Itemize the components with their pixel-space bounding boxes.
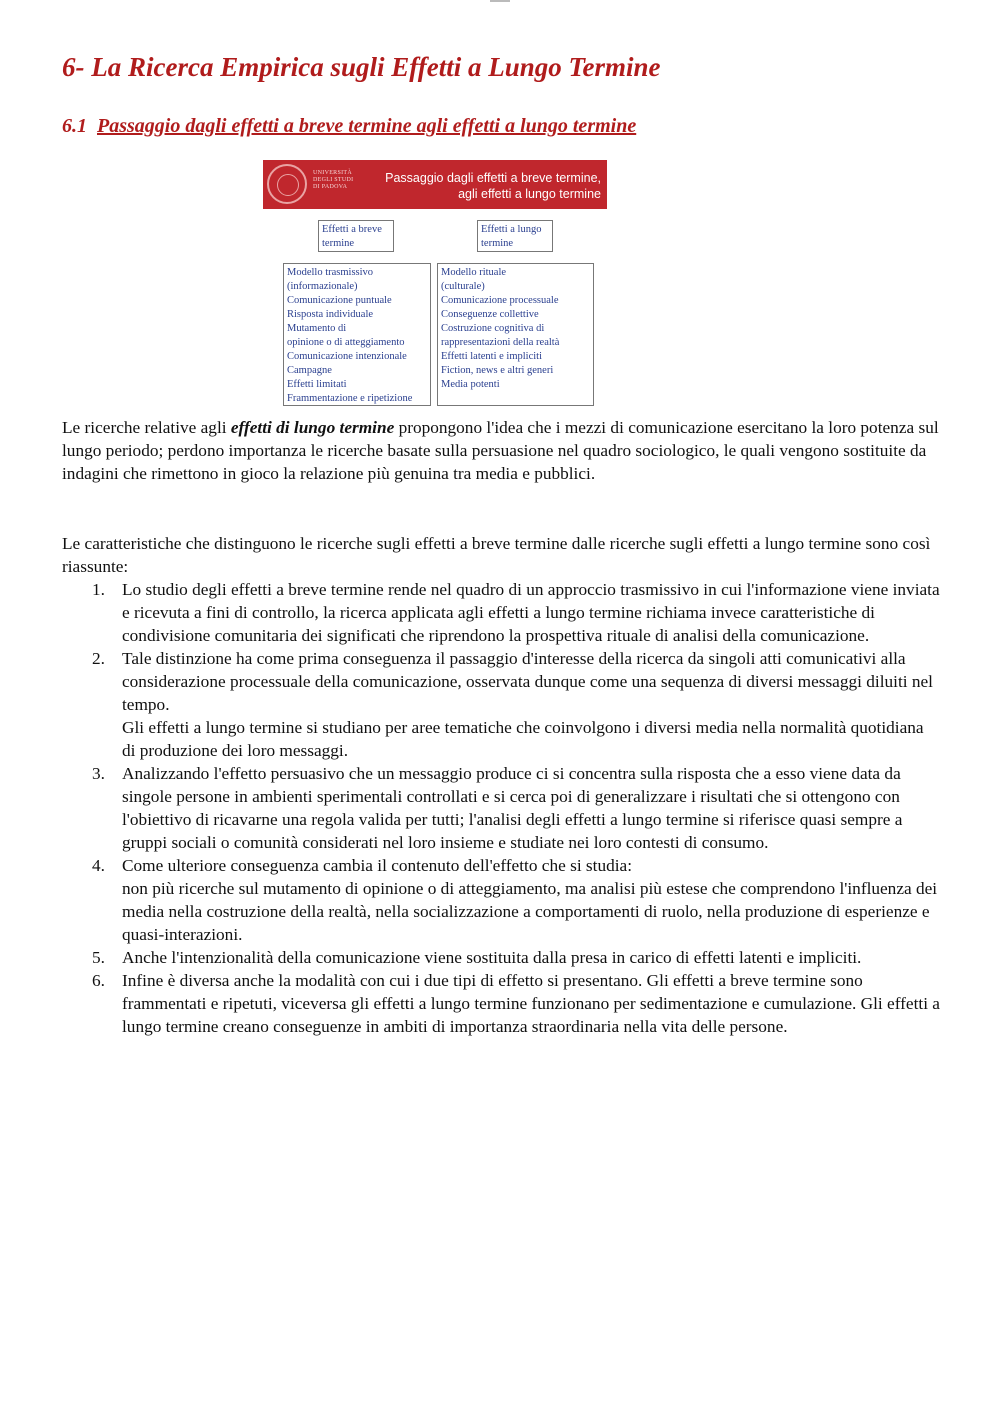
figure-list-line: Conseguenze collettive [441, 309, 539, 320]
list-item [92, 647, 940, 762]
list-item [92, 578, 940, 647]
list-item-text: Anche l'intenzionalità della comunicazione viene sostituita dalla presa in carico di effetti latenti e impliciti. [122, 948, 862, 967]
figure-list-line: rappresentazioni della realtà [441, 337, 560, 348]
list-item-number: 1. [92, 580, 105, 599]
section-title: Passaggio dagli effetti a breve termine agli effetti a lungo termine [97, 115, 637, 137]
list-item-text: Infine è diversa anche la modalità con cui i due tipi di effetto si presentano. Gli effetti a breve termine sono frammentati e ripetuti, viceversa gli effetti a lungo termine funzionano per sedimentazione e cumulazione. Gli effetti a lungo termine creano conseguenze in ambiti di importanza straordinaria nella vita delle persone. [122, 971, 940, 1036]
figure-list-line: Costruzione cognitiva di [441, 323, 545, 334]
figure-list-line: Effetti latenti e impliciti [441, 351, 542, 362]
list-item-number: 3. [92, 764, 105, 783]
university-seal-icon [267, 164, 307, 204]
section-number: 6.1 [62, 115, 87, 137]
slide-banner [263, 160, 607, 209]
figure-list-line: Effetti limitati [287, 379, 347, 390]
figure-list-line: Campagne [287, 365, 332, 376]
emphasis-text: effetti di lungo termine [230, 418, 395, 437]
figure-list-line: (informazionale) [287, 281, 358, 292]
figure-list-line: Comunicazione processuale [441, 295, 559, 306]
intro-paragraph: Le ricerche relative agli effetti di lungo termine propongono l'idea che i mezzi di comunicazione esercitano la loro potenza sul lungo periodo; perdono importanza le ricerche basate sulla persuasione nel quadro sociologico, le quali vengono sostituite da indagini che rimettono in gioco la relazione più genuina tra media e pubblici. [62, 418, 939, 483]
figure-list-line: Frammentazione e ripetizione [287, 393, 413, 404]
short-term-list [283, 263, 431, 406]
list-item [92, 946, 940, 969]
list-item-number: 2. [92, 649, 105, 668]
chapter-heading: 6- La Ricerca Empirica sugli Effetti a Lungo Termine [62, 52, 661, 82]
banner-title-line2: agli effetti a lungo termine [458, 187, 601, 201]
section-heading [62, 115, 636, 138]
list-item-continuation: non più ricerche sul mutamento di opinione o di atteggiamento, ma analisi più estese che comprendono l'influenza dei media nella costruzione della realtà, nella socializzazione a comportamenti di ruolo, nella produzione di esperienze e quasi-interazioni. [122, 879, 938, 944]
list-item-text: Analizzando l'effetto persuasivo che un messaggio produce ci si concentra sulla risposta che a esso viene data da singole persone in ambienti sperimentali controllati e si cerca poi di generalizzare i risultati che si ottengono con l'obiettivo di ricavarne una regola valida per tutti; l'analisi degli effetti a lungo termine si riferisce quasi sempre a gruppi sociali o comunità considerati nel loro insieme e studiate nei loro contesti di consumo. [122, 764, 903, 852]
figure-list-line: opinione o di atteggiamento [287, 337, 405, 348]
list-item-text: Lo studio degli effetti a breve termine rende nel quadro di un approccio trasmissivo in cui l'informazione viene inviata e ricevuta a fini di controllo, la ricerca applicata agli effetti a lungo termine richiama invece caratteristiche di condivisione comunitaria dei significati che riprendono la prospettiva rituale di analisi della comunicazione. [122, 580, 940, 645]
list-item [92, 854, 940, 946]
page-top-mark [490, 0, 510, 2]
figure-list-line: Mutamento di [287, 323, 347, 334]
characteristics-list [62, 578, 940, 1038]
list-item-number: 6. [92, 971, 105, 990]
list-item [92, 762, 940, 854]
list-item-number: 5. [92, 948, 105, 967]
list-item-text: Tale distinzione ha come prima conseguenza il passaggio d'interesse della ricerca da singoli atti comunicativi alla considerazione processuale della comunicazione, osservata dunque come una sequenza di diversi messaggi diluiti nel tempo. [122, 649, 933, 714]
list-item-number: 4. [92, 856, 105, 875]
summary-paragraph: Le caratteristiche che distinguono le ricerche sugli effetti a breve termine dalle ricerche sugli effetti a lungo termine sono così riassunte: [62, 534, 931, 576]
figure-list-line: Media potenti [441, 379, 500, 390]
figure-list-line: (culturale) [441, 281, 485, 292]
figure-list-line: Modello trasmissivo [287, 267, 374, 278]
figure-list-line: Comunicazione puntuale [287, 295, 392, 306]
list-item-text: Come ulteriore conseguenza cambia il contenuto dell'effetto che si studia: [122, 856, 633, 875]
slide-figure [263, 160, 607, 408]
long-term-list [437, 263, 594, 406]
figure-list-line: Risposta individuale [287, 309, 374, 320]
figure-list-line: Modello rituale [441, 267, 507, 278]
short-term-label: Effetti a breve termine [318, 220, 394, 252]
banner-title-line1: Passaggio dagli effetti a breve termine, [385, 171, 601, 185]
figure-list-line: Comunicazione intenzionale [287, 351, 407, 362]
list-item [92, 969, 940, 1038]
figure-list-line: Fiction, news e altri generi [441, 365, 554, 376]
list-item-continuation: Gli effetti a lungo termine si studiano per aree tematiche che coinvolgono i diversi media nella normalità quotidiana di produzione dei loro messaggi. [122, 718, 924, 760]
long-term-label: Effetti a lungo termine [477, 220, 553, 252]
university-name: UNIVERSITÀ DEGLI STUDI DI PADOVA [313, 170, 354, 190]
